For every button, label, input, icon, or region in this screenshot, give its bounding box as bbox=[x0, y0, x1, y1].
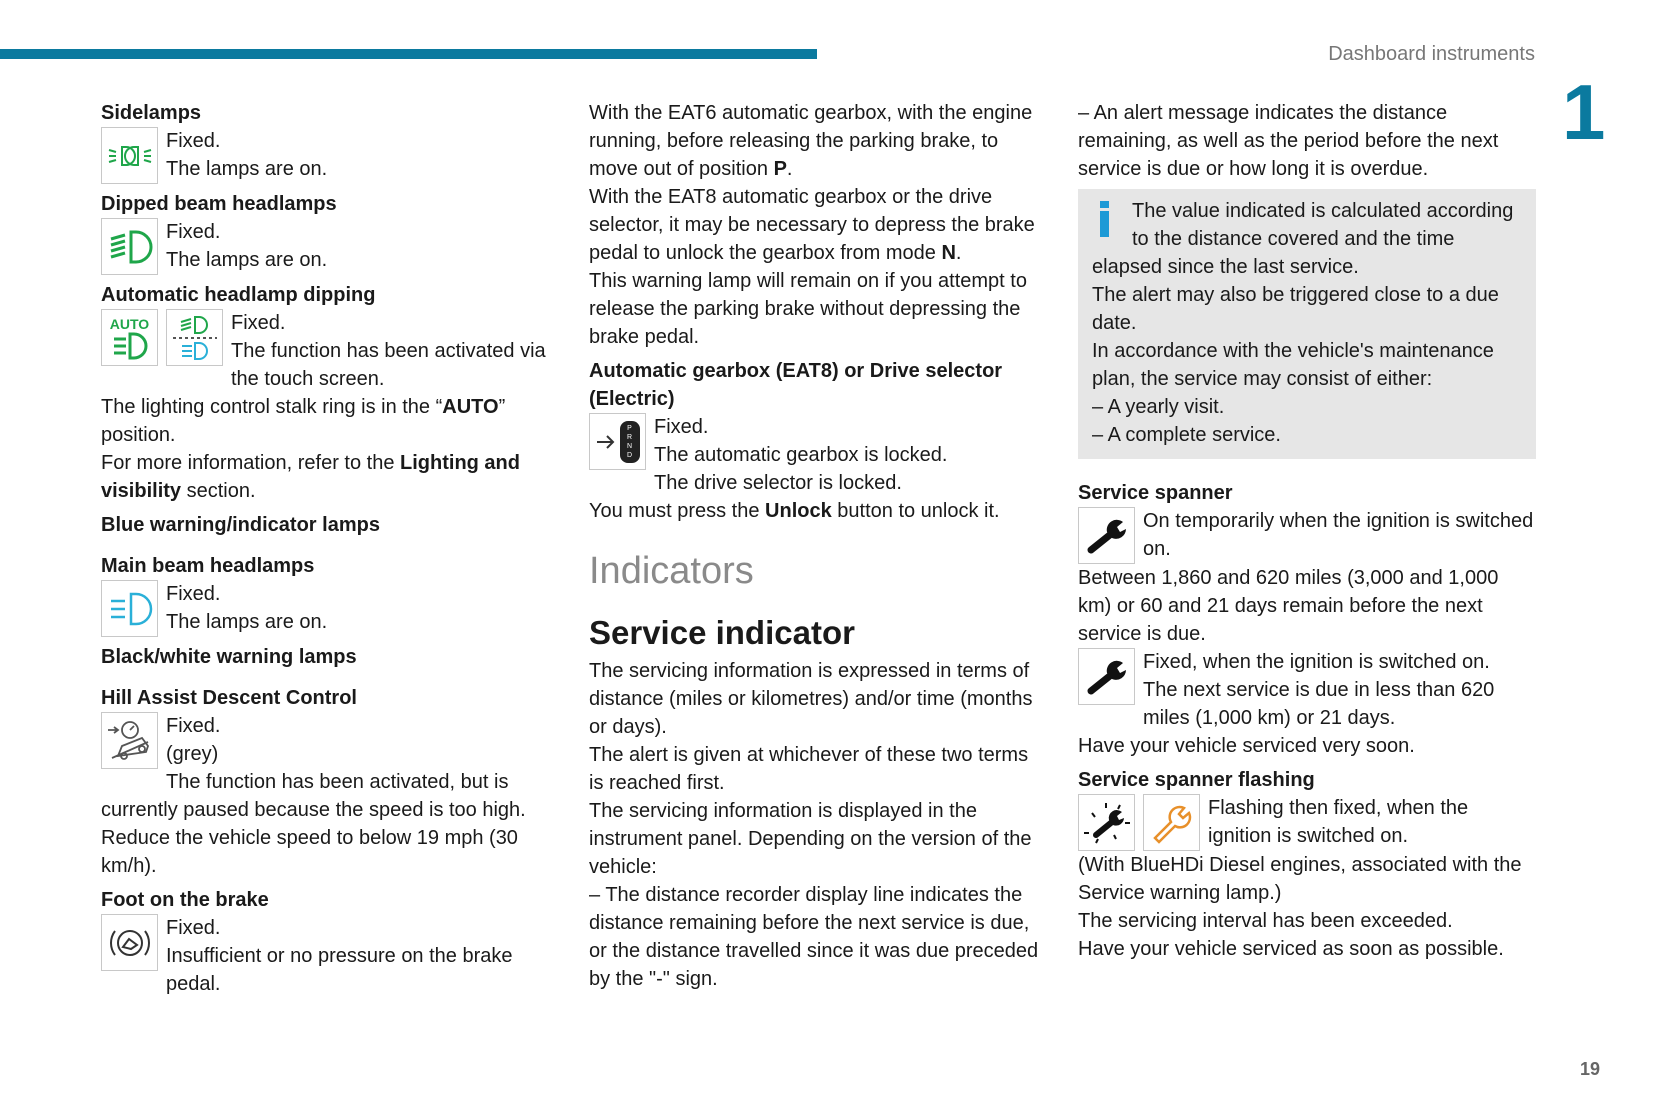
heading-service-indicator: Service indicator bbox=[589, 614, 855, 651]
text: The lamps are on. bbox=[166, 611, 328, 633]
spanner-icon bbox=[1078, 648, 1135, 705]
gear-selector-knob bbox=[620, 421, 640, 463]
heading-dipped: Dipped beam headlamps bbox=[101, 193, 337, 215]
heading-spanner-flashing: Service spanner flashing bbox=[1078, 769, 1315, 791]
heading-bw-lamps: Black/white warning lamps bbox=[101, 646, 357, 668]
text: The drive selector is locked. bbox=[654, 472, 902, 494]
text: With the EAT8 automatic gearbox or the drive selector, it may be necessary to depress the brake pedal to unlock the gearbox from mode N. bbox=[589, 186, 1035, 264]
heading-sidelamps: Sidelamps bbox=[101, 102, 202, 124]
text: Fixed. bbox=[166, 130, 221, 152]
arrow-icon bbox=[596, 432, 616, 452]
heading-main-beam: Main beam headlamps bbox=[101, 555, 315, 577]
text: You must press the Unlock button to unlock it. bbox=[589, 500, 1000, 522]
heading-eat8: Automatic gearbox (EAT8) or Drive selector (Electric) bbox=[589, 360, 1003, 410]
text: The servicing interval has been exceeded. bbox=[1078, 910, 1453, 932]
text: (grey) bbox=[166, 743, 219, 765]
text: Reduce the vehicle speed to below 19 mph (30 km/h). bbox=[101, 827, 518, 877]
spanner-icon bbox=[1078, 507, 1135, 564]
info-icon bbox=[1092, 197, 1122, 241]
text: The value indicated is calculated according to the distance covered and the time elapsed since the last service. bbox=[1092, 200, 1514, 278]
sidelamps-icon bbox=[101, 127, 158, 184]
section-title-indicators: Indicators bbox=[589, 550, 754, 592]
text: Fixed. bbox=[166, 221, 221, 243]
text: The lighting control stalk ring is in the “AUTO” position. bbox=[101, 396, 506, 446]
text: The automatic gearbox is locked. bbox=[654, 444, 948, 466]
column-1 bbox=[101, 99, 553, 998]
text: Fixed. bbox=[654, 416, 709, 438]
auto-headlamp-icon bbox=[101, 309, 158, 366]
heading-blue-lamps: Blue warning/indicator lamps bbox=[101, 514, 380, 536]
text: Have your vehicle serviced very soon. bbox=[1078, 735, 1415, 757]
gearbox-lock-icon bbox=[589, 413, 646, 470]
text: The servicing information is displayed in the instrument panel. Depending on the version of the vehicle: bbox=[589, 800, 1032, 878]
auto-label: AUTO bbox=[109, 315, 150, 332]
header-bar bbox=[0, 49, 817, 59]
text: The servicing information is expressed in terms of distance (miles or kilometres) and/or time (months or days). bbox=[589, 660, 1033, 738]
heading-service-spanner: Service spanner bbox=[1078, 482, 1233, 504]
text: (With BlueHDi Diesel engines, associated with the Service warning lamp.) bbox=[1078, 854, 1522, 904]
text: The next service is due in less than 620 miles (1,000 km) or 21 days. bbox=[1143, 679, 1495, 729]
text: – A yearly visit. bbox=[1092, 396, 1225, 418]
text: The function has been activated via the touch screen. bbox=[231, 340, 546, 390]
foot-brake-icon bbox=[101, 914, 158, 971]
text: For more information, refer to the Lighting and visibility section. bbox=[101, 452, 520, 502]
text: Insufficient or no pressure on the brake pedal. bbox=[166, 945, 513, 995]
text: – The distance recorder display line indicates the distance remaining before the next service is due, or the distance travelled since it was due preceded by the "-" sign. bbox=[589, 884, 1039, 990]
text: In accordance with the vehicle's maintenance plan, the service may consist of either: bbox=[1092, 340, 1494, 390]
orange-spanner-icon bbox=[1143, 794, 1200, 851]
text: – An alert message indicates the distance remaining, as well as the period before the next service is due or how long it is overdue. bbox=[1078, 102, 1499, 180]
text: Fixed. bbox=[166, 715, 221, 737]
text: Fixed. bbox=[166, 583, 221, 605]
main-beam-icon bbox=[101, 580, 158, 637]
page-number: 19 bbox=[1580, 1059, 1601, 1079]
heading-hadc: Hill Assist Descent Control bbox=[101, 687, 357, 709]
text: Have your vehicle serviced as soon as possible. bbox=[1078, 938, 1504, 960]
text: The function has been activated, but is currently paused because the speed is too high. bbox=[101, 771, 526, 821]
text: The lamps are on. bbox=[166, 158, 328, 180]
text: Fixed. bbox=[166, 917, 221, 939]
auto-dipping-switch-icon bbox=[166, 309, 223, 366]
flashing-spanner-icon bbox=[1078, 794, 1135, 851]
text: – A complete service. bbox=[1092, 424, 1281, 446]
text: Fixed. bbox=[231, 312, 286, 334]
text: The lamps are on. bbox=[166, 249, 328, 271]
info-box bbox=[1078, 189, 1536, 459]
gear-letters: PRND bbox=[626, 424, 633, 459]
section-header: Dashboard instruments bbox=[1328, 43, 1535, 65]
text: Between 1,860 and 620 miles (3,000 and 1,000 km) or 60 and 21 days remain before the next service is due. bbox=[1078, 567, 1499, 645]
chapter-number: 1 bbox=[1562, 68, 1606, 156]
heading-foot-brake: Foot on the brake bbox=[101, 889, 269, 911]
heading-auto-dipping: Automatic headlamp dipping bbox=[101, 284, 376, 306]
hill-descent-icon bbox=[101, 712, 158, 769]
text: The alert is given at whichever of these two terms is reached first. bbox=[589, 744, 1029, 794]
column-2 bbox=[589, 99, 1044, 993]
column-3 bbox=[1078, 99, 1536, 963]
text: With the EAT6 automatic gearbox, with the engine running, before releasing the parking brake, to move out of position P. bbox=[589, 102, 1033, 180]
text: This warning lamp will remain on if you attempt to release the parking brake without depressing the brake pedal. bbox=[589, 270, 1027, 348]
text: The alert may also be triggered close to a due date. bbox=[1092, 284, 1499, 334]
dipped-beam-icon bbox=[101, 218, 158, 275]
text: Flashing then fixed, when the ignition is switched on. bbox=[1208, 797, 1469, 847]
text: On temporarily when the ignition is switched on. bbox=[1143, 510, 1534, 560]
text: Fixed, when the ignition is switched on. bbox=[1143, 651, 1490, 673]
